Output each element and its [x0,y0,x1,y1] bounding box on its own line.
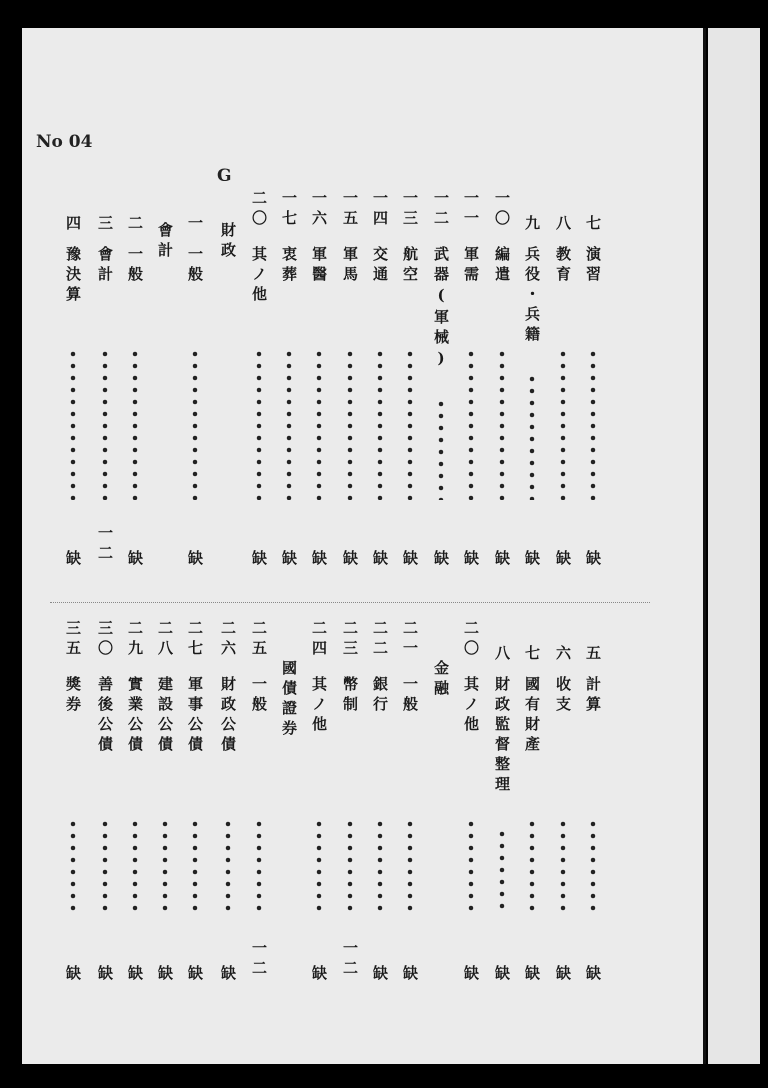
leader-dots [132,818,138,912]
entry-title: 演習 [584,246,602,286]
entry-status: 缺 [554,550,572,570]
entry-number: 一三 [401,190,419,230]
page-edge-line [703,28,706,1064]
entry-number: 一七 [280,190,298,230]
leader-dots [468,818,474,912]
entry-status: 缺 [310,965,328,985]
leader-dots [407,818,413,912]
entry-number: 二八 [156,620,174,660]
entry-title: 國有財產 [523,676,541,756]
entry-status: 一二 [96,525,114,565]
entry-status: 缺 [584,550,602,570]
entry-number: 四 [64,215,82,235]
leader-dots [70,818,76,912]
entry-status: 缺 [186,550,204,570]
block-separator [50,602,650,603]
leader-dots [590,348,596,500]
entry-title: 一般 [250,676,268,716]
entry-status: 缺 [341,550,359,570]
section-label-g: G [217,166,232,186]
leader-dots [499,348,505,500]
entry-title: 財政公債 [219,676,237,756]
entry-title: 其ノ他 [250,246,268,306]
leader-dots [316,818,322,912]
entry-number: 一一 [462,190,480,230]
entry-status: 缺 [401,965,419,985]
leader-dots [377,348,383,500]
entry-title: 軍馬 [341,246,359,286]
entry-status: 缺 [462,550,480,570]
category-heading: 財政 [219,222,237,262]
leader-dots [407,348,413,500]
entry-status: 缺 [310,550,328,570]
entry-status: 缺 [219,965,237,985]
entry-status: 缺 [126,965,144,985]
entry-number: 二〇 [462,620,480,660]
entry-number: 二〇 [250,190,268,230]
leader-dots [132,348,138,500]
entry-number: 一四 [371,190,389,230]
entry-title: 軍需 [462,246,480,286]
entry-title: 兵役・兵籍 [523,246,541,346]
entry-status: 缺 [523,965,541,985]
entry-title: 計算 [584,676,602,716]
entry-title: 豫決算 [64,246,82,306]
category-heading: 會計 [156,222,174,262]
entry-title: 一般 [186,246,204,286]
entry-status: 缺 [64,550,82,570]
entry-title: 教育 [554,246,572,286]
entry-number: 二九 [126,620,144,660]
category-heading: 金融 [432,660,450,700]
entry-number: 一 [186,215,204,235]
leader-dots [256,348,262,500]
leader-dots [560,818,566,912]
entry-number: 二二 [371,620,389,660]
entry-status: 缺 [250,550,268,570]
entry-status: 缺 [493,965,511,985]
leader-dots [286,348,292,500]
entry-title: 其ノ他 [310,676,328,736]
entry-number: 九 [523,215,541,235]
entry-title: 會計 [96,246,114,286]
entry-title: 航空 [401,246,419,286]
entry-title: 編遣 [493,246,511,286]
leader-dots [162,818,168,912]
entry-status: 缺 [462,965,480,985]
leader-dots [590,818,596,912]
entry-number: 二六 [219,620,237,660]
entry-number: 二三 [341,620,359,660]
entry-title: 銀行 [371,676,389,716]
entry-title: 交通 [371,246,389,286]
entry-title: 其ノ他 [462,676,480,736]
entry-status: 缺 [554,965,572,985]
entry-number: 一〇 [493,190,511,230]
leader-dots [102,818,108,912]
entry-number: 二五 [250,620,268,660]
entry-status: 缺 [186,965,204,985]
entry-title: 武器(軍械) [432,246,450,372]
leader-dots [347,348,353,500]
entry-title: 幣制 [341,676,359,716]
entry-status: 缺 [523,550,541,570]
entry-number: 一六 [310,190,328,230]
page-number: No 04 [36,132,93,152]
entry-status: 缺 [156,965,174,985]
entry-number: 五 [584,645,602,665]
entry-number: 八 [554,215,572,235]
leader-dots [377,818,383,912]
entry-status: 缺 [96,965,114,985]
entry-status: 缺 [371,550,389,570]
entry-number: 一二 [432,190,450,230]
entry-number: 二 [126,215,144,235]
entry-status: 缺 [401,550,419,570]
entry-status: 缺 [126,550,144,570]
entry-number: 一五 [341,190,359,230]
entry-status: 缺 [371,965,389,985]
entry-number: 二四 [310,620,328,660]
entry-title: 衷葬 [280,246,298,286]
document-page [22,28,704,1064]
entry-title: 軍醫 [310,246,328,286]
entry-title: 建設公債 [156,676,174,756]
entry-status: 缺 [64,965,82,985]
leader-dots [192,348,198,500]
entry-status: 缺 [584,965,602,985]
entry-number: 八 [493,645,511,665]
leader-dots [560,348,566,500]
entry-number: 六 [554,645,572,665]
entry-title: 財政監督整理 [493,676,511,796]
entry-title: 一般 [401,676,419,716]
entry-number: 七 [523,645,541,665]
category-heading: 國債證券 [280,660,298,740]
entry-status: 缺 [280,550,298,570]
leader-dots [499,828,505,912]
leader-dots [529,373,535,500]
leader-dots [316,348,322,500]
entry-number: 三五 [64,620,82,660]
right-margin-strip [708,28,760,1064]
leader-dots [347,818,353,912]
entry-status: 一二 [250,940,268,980]
entry-title: 一般 [126,246,144,286]
leader-dots [468,348,474,500]
leader-dots [225,818,231,912]
entry-title: 軍事公債 [186,676,204,756]
leader-dots [70,348,76,500]
leader-dots [102,348,108,500]
entry-number: 三〇 [96,620,114,660]
leader-dots [438,398,444,500]
entry-number: 七 [584,215,602,235]
entry-title: 實業公債 [126,676,144,756]
entry-status: 一二 [341,940,359,980]
entry-title: 獎券 [64,676,82,716]
entry-status: 缺 [432,550,450,570]
entry-status: 缺 [493,550,511,570]
entry-number: 三 [96,215,114,235]
leader-dots [192,818,198,912]
entry-title: 善後公債 [96,676,114,756]
entry-number: 二一 [401,620,419,660]
entry-title: 收支 [554,676,572,716]
leader-dots [529,818,535,912]
leader-dots [256,818,262,912]
entry-number: 二七 [186,620,204,660]
